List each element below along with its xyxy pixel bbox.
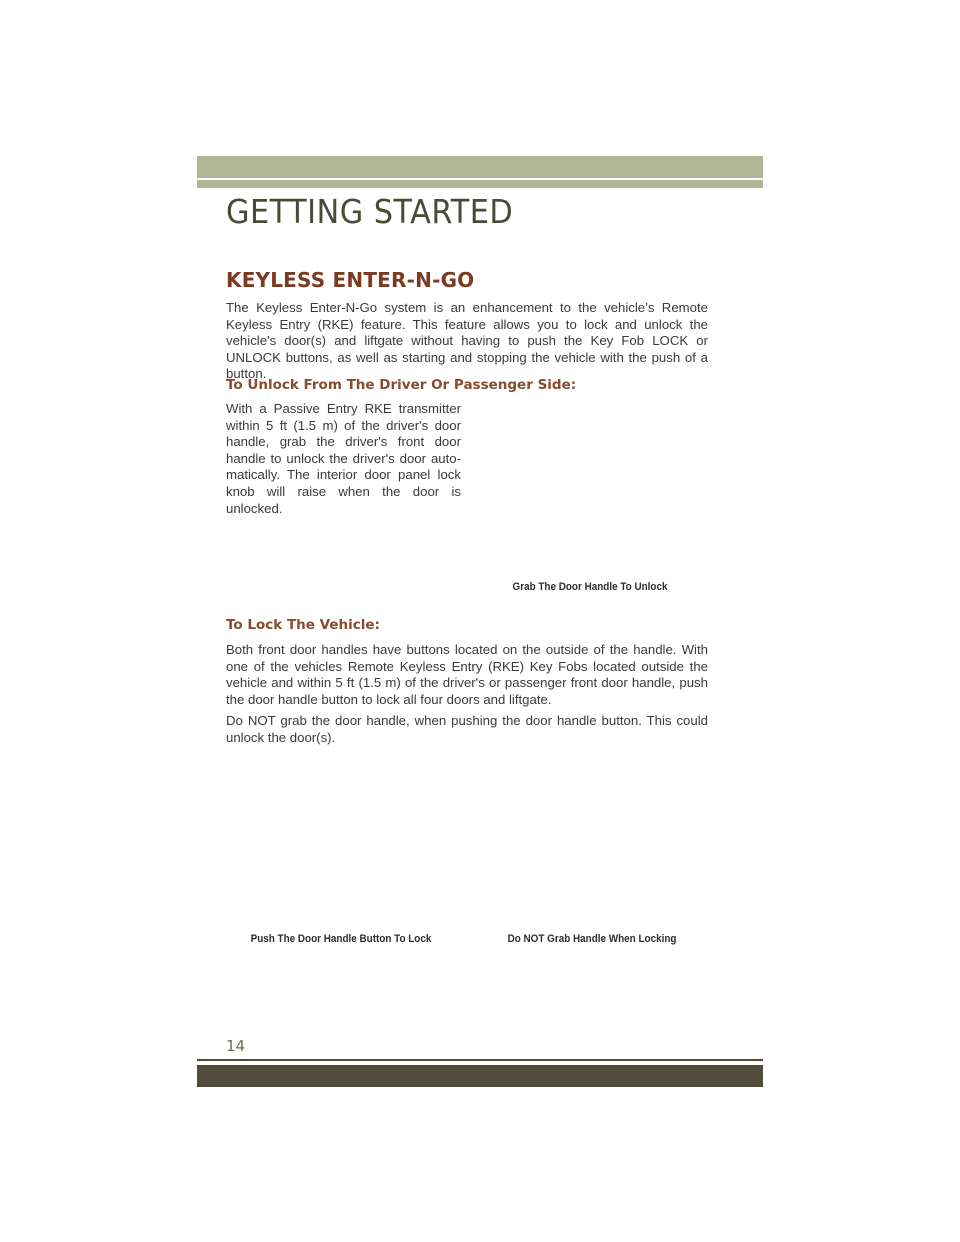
header-band-stripe [197,180,763,188]
unlock-figure-image [480,400,708,572]
unlock-subheading: To Unlock From The Driver Or Passenger Side: [226,377,577,393]
lock-paragraph-2: Do NOT grab the door handle, when pushing the door handle button. This could unlock the door(s). [226,713,708,745]
intro-paragraph: The Keyless Enter-N-Go system is an enhancement to the vehicle’s Remote Keyless Entry (RKE) feature. This feature allows you to lock and unlock the vehicle's door(s) and liftgate without having to push the Key Fob LOCK or UNLOCK buttons, as well as starting and stopping the vehicle with the push of a button. [226,300,708,382]
page-number: 14 [226,1037,246,1055]
lock-figure-image-left [226,760,454,925]
footer-band [197,1065,763,1087]
lock-paragraph-1: Both front door handles have buttons located on the outside of the handle. With one of the vehicles Remote Keyless Entry (RKE) Key Fobs located outside the vehicle and within 5 ft (1.5 m) of the driver's or passenger front door handle, push the door handle button to lock all four doors and liftgate. [226,642,708,707]
lock-figure-caption-right: Do NOT Grab Handle When Locking [507,933,677,945]
unlock-paragraph: With a Passive Entry RKE transmitter within 5 ft (1.5 m) of the driver's door handle, grab the driver's front door handle to unlock the driver's door auto-matically. The interior door panel lock knob will raise when the door is unlocked. [226,401,461,516]
footer-rule [197,1059,763,1061]
lock-figure-image-right [480,760,708,925]
section-title: GETTING STARTED [226,192,514,231]
page-heading: KEYLESS ENTER-N-GO [226,268,475,292]
unlock-figure-caption: Grab The Door Handle To Unlock [512,581,668,593]
lock-subheading: To Lock The Vehicle: [226,617,380,633]
lock-figure-caption-left: Push The Door Handle Button To Lock [250,933,432,945]
header-band [197,156,763,178]
